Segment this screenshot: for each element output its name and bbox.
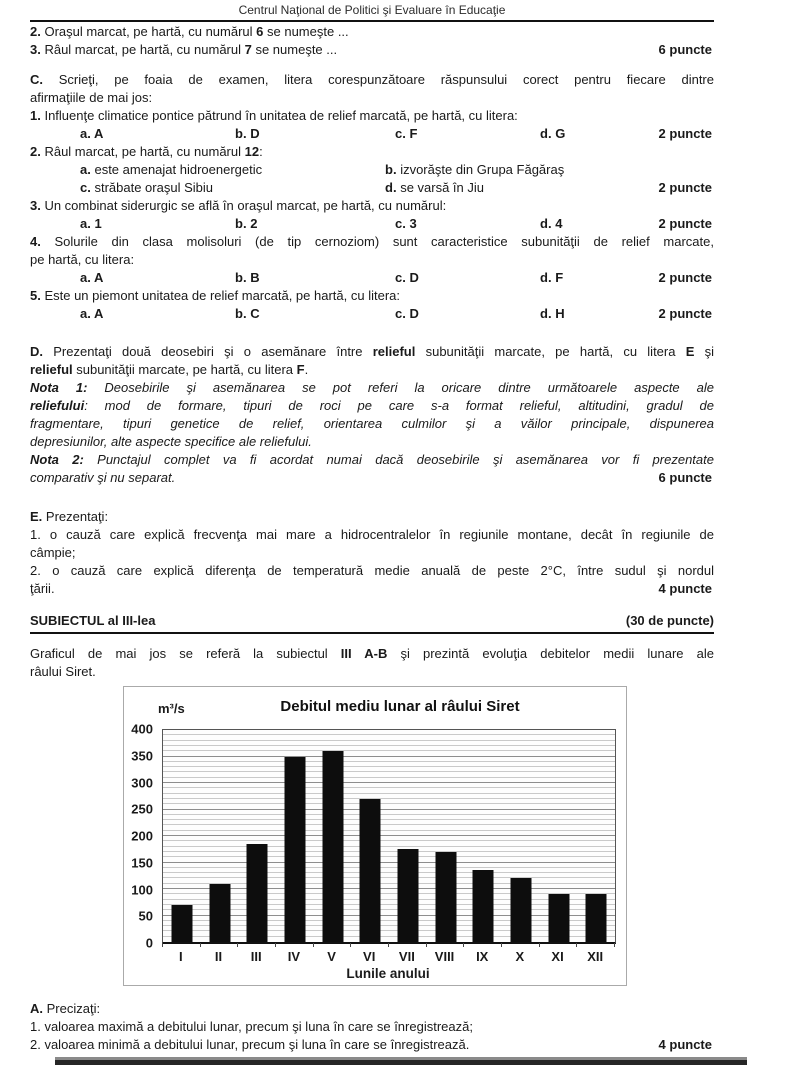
section-d-line2 bbox=[30, 361, 714, 379]
option-label: b. bbox=[385, 162, 397, 177]
gridline bbox=[163, 745, 615, 746]
text-segment: Punctajul complet va fi acordat numai dacă deosebirile şi asemănarea vor fi prezentate bbox=[83, 452, 714, 467]
text-segment: 3. bbox=[30, 42, 41, 57]
text-segment: relieful bbox=[372, 344, 416, 359]
question-b3-text bbox=[30, 42, 337, 57]
option-label: a. bbox=[80, 162, 91, 177]
x-axis-labels bbox=[162, 949, 614, 964]
question-c3 bbox=[30, 197, 714, 233]
text-segment: Nota 2: bbox=[30, 452, 84, 467]
option-value: izvorăşte din Grupa Făgăraş bbox=[400, 162, 565, 177]
bar-II bbox=[209, 884, 230, 942]
option-value: D bbox=[409, 306, 419, 321]
gridline bbox=[163, 851, 615, 852]
subject-3-points: (30 de puncte) bbox=[625, 613, 714, 628]
section-c-intro-line1 bbox=[30, 71, 714, 89]
text-segment: Influenţe climatice pontice pătrund în unitatea de relief marcată, pe hartă, cu litera: bbox=[40, 108, 518, 123]
text-segment: C. bbox=[30, 72, 43, 87]
question-c2-text bbox=[30, 143, 714, 161]
option-label: d. bbox=[540, 216, 552, 231]
bar-IV bbox=[284, 757, 305, 943]
gridline bbox=[163, 798, 615, 799]
question-c4-text-line2 bbox=[30, 251, 714, 269]
section-b-tail bbox=[30, 23, 714, 59]
option-value: F bbox=[555, 270, 564, 285]
chart-title: Debitul mediu lunar al râului Siret bbox=[280, 698, 520, 715]
x-tick-label: III bbox=[250, 949, 262, 964]
text-segment: reliefului bbox=[30, 398, 85, 413]
option-value: D bbox=[409, 270, 419, 285]
gridline bbox=[163, 803, 615, 804]
option-value: A bbox=[93, 306, 104, 321]
option-value: G bbox=[555, 126, 566, 141]
gridline bbox=[163, 830, 615, 831]
option-label: d. bbox=[540, 306, 552, 321]
option-label: d. bbox=[540, 126, 552, 141]
y-axis-labels bbox=[124, 721, 157, 951]
text-segment: râului Siret. bbox=[30, 664, 96, 679]
gridline bbox=[163, 835, 615, 836]
text-segment: E bbox=[685, 344, 695, 359]
x-tick-mark bbox=[200, 943, 201, 947]
text-segment: relieful bbox=[30, 362, 73, 377]
x-tick-mark bbox=[539, 943, 540, 947]
points-label: 2 puncte bbox=[658, 180, 712, 195]
points-label: 4 puncte bbox=[658, 581, 712, 596]
question-b3 bbox=[30, 41, 714, 59]
y-tick-label: 400 bbox=[131, 721, 153, 737]
option-value: F bbox=[409, 126, 418, 141]
option-value: C bbox=[250, 306, 260, 321]
x-axis-ticks bbox=[162, 943, 614, 948]
page-header-title: Centrul Naţional de Politici şi Evaluare în Educaţie bbox=[238, 3, 506, 17]
x-tick-mark bbox=[614, 943, 615, 947]
text-segment: 3. bbox=[30, 198, 41, 213]
text-segment: pe hartă, cu litera: bbox=[30, 252, 135, 267]
option-c bbox=[395, 125, 540, 143]
section-e-head bbox=[30, 508, 714, 526]
option-label: c. bbox=[395, 216, 406, 231]
option-c bbox=[395, 269, 540, 287]
question-c4-options bbox=[30, 269, 714, 287]
x-tick-label: II bbox=[214, 949, 223, 964]
section-a-item2-text bbox=[30, 1037, 469, 1052]
y-tick-label: 350 bbox=[131, 748, 153, 764]
x-tick-label: IX bbox=[476, 949, 489, 964]
question-c5-options bbox=[30, 305, 714, 323]
gridline bbox=[163, 872, 615, 873]
bar-III bbox=[247, 844, 268, 942]
section-c-intro-line2 bbox=[30, 89, 714, 107]
gridline bbox=[163, 819, 615, 820]
option-c bbox=[395, 215, 540, 233]
option-label: b. bbox=[235, 126, 247, 141]
option-a bbox=[80, 215, 235, 233]
x-tick-mark bbox=[313, 943, 314, 947]
nota1-line1 bbox=[30, 379, 714, 397]
text-segment: Râul marcat, pe hartă, cu numărul bbox=[40, 42, 245, 57]
text-segment: . bbox=[304, 362, 309, 377]
bar-I bbox=[171, 905, 192, 942]
text-segment: Oraşul marcat, pe hartă, cu numărul bbox=[40, 24, 257, 39]
text-segment: 1. o cauză care explică frecvenţa mai mare a hidrocentralelor în regiunile montane, decât în regiunile de bbox=[30, 527, 714, 542]
text-segment: 5. bbox=[30, 288, 41, 303]
gridline bbox=[163, 793, 615, 794]
nota1-line4 bbox=[30, 433, 714, 451]
text-segment: afirmaţiile de mai jos: bbox=[30, 90, 153, 105]
gridline bbox=[163, 862, 615, 863]
option-b bbox=[235, 215, 395, 233]
question-c4-text-line1 bbox=[30, 233, 714, 251]
option-value: 2 bbox=[250, 216, 258, 231]
section-e-item2-line2 bbox=[30, 580, 714, 598]
option-value: 3 bbox=[409, 216, 417, 231]
text-segment: 12 bbox=[244, 144, 260, 159]
x-tick-label: VI bbox=[363, 949, 376, 964]
y-tick-label: 200 bbox=[131, 828, 153, 844]
text-segment: Nota 1: bbox=[30, 380, 88, 395]
text-segment: Un combinat siderurgic se află în oraşul marcat, pe hartă, cu numărul: bbox=[40, 198, 447, 213]
text-segment: 6 bbox=[256, 24, 264, 39]
points-label: 2 puncte bbox=[658, 270, 712, 285]
text-segment: comparativ şi nu separat. bbox=[30, 470, 176, 485]
section-e-item1-line1 bbox=[30, 526, 714, 544]
option-label: b. bbox=[235, 216, 247, 231]
question-c3-options bbox=[30, 215, 714, 233]
text-segment: Graficul de mai jos se referă la subiectul bbox=[30, 646, 341, 661]
text-segment: ţării. bbox=[30, 581, 55, 596]
text-segment: 1. valoarea maximă a debitului lunar, precum şi luna în care se înregistrează; bbox=[30, 1019, 473, 1034]
text-segment: 2. valoarea minimă a debitului lunar, precum şi luna în care se înregistrează. bbox=[30, 1037, 470, 1052]
text-segment: Deosebirile şi asemănarea se pot referi la oricare dintre următoarele aspecte ale bbox=[87, 380, 714, 395]
chart-plot-area bbox=[162, 729, 616, 944]
gridline bbox=[163, 888, 615, 889]
question-c2 bbox=[30, 143, 714, 197]
bar-chart-container bbox=[123, 686, 627, 986]
x-tick-mark bbox=[350, 943, 351, 947]
question-c5 bbox=[30, 287, 714, 323]
subject-3-title: SUBIECTUL al III-lea bbox=[30, 613, 156, 628]
section-d-line1 bbox=[30, 343, 714, 361]
gridline bbox=[163, 809, 615, 810]
graph-intro-line1 bbox=[30, 645, 714, 663]
section-a-head bbox=[30, 1000, 714, 1018]
x-tick-label: VII bbox=[398, 949, 415, 964]
x-tick-label: V bbox=[327, 949, 336, 964]
y-tick-label: 250 bbox=[131, 801, 153, 817]
text-segment: A. bbox=[30, 1001, 43, 1016]
section-a-item2 bbox=[30, 1036, 714, 1054]
y-tick-label: 300 bbox=[131, 775, 153, 790]
section-a bbox=[30, 1000, 714, 1054]
option-label: a. bbox=[80, 270, 91, 285]
gridline bbox=[163, 883, 615, 884]
bar-XI bbox=[548, 894, 569, 942]
section-d bbox=[30, 343, 714, 487]
text-segment: şi bbox=[694, 344, 714, 359]
option-value: A bbox=[93, 126, 104, 141]
nota2-line1 bbox=[30, 451, 714, 469]
option-b bbox=[235, 269, 395, 287]
points-label: 6 puncte bbox=[658, 42, 712, 57]
text-segment: D. bbox=[30, 344, 43, 359]
y-tick-label: 150 bbox=[131, 855, 153, 871]
option-label: c. bbox=[395, 270, 406, 285]
x-tick-label: I bbox=[179, 949, 183, 964]
option-label: c. bbox=[395, 126, 406, 141]
option-a bbox=[80, 125, 235, 143]
section-e bbox=[30, 508, 714, 598]
text-segment: subunităţii marcate, pe hartă, cu litera bbox=[415, 344, 686, 359]
gridline bbox=[163, 771, 615, 772]
page-bottom-edge bbox=[55, 1057, 747, 1065]
x-tick-mark bbox=[501, 943, 502, 947]
question-c3-text bbox=[30, 197, 714, 215]
x-tick-mark bbox=[426, 943, 427, 947]
text-segment: depresiunilor, alte aspecte specifice ale reliefului. bbox=[30, 434, 312, 449]
text-segment: se numeşte ... bbox=[251, 42, 338, 57]
question-c1-options bbox=[30, 125, 714, 143]
option-label: b. bbox=[235, 270, 247, 285]
text-segment: Scrieţi, pe foaia de examen, litera corespunzătoare răspunsului corect pentru fiecare dintre bbox=[43, 72, 714, 87]
gridline bbox=[163, 787, 615, 788]
option-value: D bbox=[250, 126, 260, 141]
bar-VIII bbox=[435, 852, 456, 942]
gridline bbox=[163, 856, 615, 857]
gridline bbox=[163, 740, 615, 741]
bar-VII bbox=[397, 849, 418, 942]
option-b bbox=[385, 161, 714, 179]
x-tick-label: XI bbox=[551, 949, 564, 964]
option-value: B bbox=[250, 270, 260, 285]
option-label: d. bbox=[385, 180, 397, 195]
y-tick-label: 0 bbox=[145, 935, 153, 951]
text-segment: Prezentaţi două deosebiri şi o asemănare între bbox=[43, 344, 373, 359]
option-label: b. bbox=[235, 306, 247, 321]
text-segment: fragmentare, tipuri genetice de relief, orientarea culmilor şi a văilor principale, dispunerea bbox=[30, 416, 714, 431]
question-b2 bbox=[30, 23, 714, 41]
y-tick-label: 100 bbox=[131, 882, 153, 897]
gridline bbox=[163, 814, 615, 815]
section-e-item2-text bbox=[30, 581, 55, 596]
option-value: 1 bbox=[94, 216, 102, 231]
section-a-item1 bbox=[30, 1018, 714, 1036]
x-tick-mark bbox=[463, 943, 464, 947]
x-axis-title: Lunile anului bbox=[346, 966, 430, 981]
option-label: c. bbox=[395, 306, 406, 321]
bar-V bbox=[322, 751, 343, 942]
bar-X bbox=[510, 878, 531, 942]
bar-IX bbox=[473, 870, 494, 942]
text-segment: şi prezintă evoluţia debitelor medii lunare ale bbox=[387, 646, 714, 661]
nota2-line2 bbox=[30, 469, 714, 487]
gridline bbox=[163, 867, 615, 868]
section-e-item1-line2 bbox=[30, 544, 714, 562]
option-value: este amenajat hidroenergetic bbox=[94, 162, 263, 177]
gridline bbox=[163, 734, 615, 735]
question-c4 bbox=[30, 233, 714, 287]
points-label: 2 puncte bbox=[658, 306, 712, 321]
points-label: 4 puncte bbox=[658, 1037, 712, 1052]
text-segment: : mod de formare, tipuri de roci pe care s-a format relieful, altitudini, gradul de bbox=[84, 398, 714, 413]
question-c1 bbox=[30, 107, 714, 143]
gridline bbox=[163, 846, 615, 847]
content-area bbox=[30, 0, 714, 1068]
gridline bbox=[163, 782, 615, 783]
x-tick-label: X bbox=[515, 949, 525, 964]
text-segment: câmpie; bbox=[30, 545, 76, 560]
x-tick-label: XII bbox=[587, 949, 604, 964]
question-c2-options-row2 bbox=[30, 179, 714, 197]
text-segment: F bbox=[296, 362, 305, 377]
gridline bbox=[163, 824, 615, 825]
text-segment: subunităţii marcate, pe hartă, cu litera bbox=[72, 362, 297, 377]
option-c bbox=[80, 179, 385, 197]
text-segment: Râul marcat, pe hartă, cu numărul bbox=[40, 144, 245, 159]
text-segment: Este un piemont unitatea de relief marcată, pe hartă, cu litera: bbox=[40, 288, 400, 303]
text-segment: E. bbox=[30, 509, 43, 524]
x-tick-label: VIII bbox=[434, 949, 455, 964]
option-value: A bbox=[93, 270, 104, 285]
gridline bbox=[163, 756, 615, 757]
text-segment: 1. bbox=[30, 108, 41, 123]
option-label: a. bbox=[80, 126, 91, 141]
points-label: 2 puncte bbox=[658, 216, 712, 231]
y-tick-label: 50 bbox=[138, 908, 153, 924]
question-c2-options-row1 bbox=[30, 161, 714, 179]
section-c-intro bbox=[30, 71, 714, 107]
x-tick-label: IV bbox=[287, 949, 300, 964]
gridline bbox=[163, 761, 615, 762]
text-segment: Solurile din clasa molisoluri (de tip cernoziom) sunt caracteristice subunităţii de relief marcate, bbox=[40, 234, 714, 249]
graph-intro-line2 bbox=[30, 663, 714, 681]
text-segment: 2. bbox=[30, 24, 41, 39]
points-label: 2 puncte bbox=[658, 126, 712, 141]
x-tick-mark bbox=[388, 943, 389, 947]
option-b bbox=[235, 305, 395, 323]
option-label: d. bbox=[540, 270, 552, 285]
header-rule bbox=[30, 20, 714, 22]
option-value: străbate oraşul Sibiu bbox=[94, 180, 213, 195]
option-label: c. bbox=[80, 180, 91, 195]
x-tick-mark bbox=[237, 943, 238, 947]
text-segment: Prezentaţi: bbox=[42, 509, 109, 524]
bar-VI bbox=[360, 799, 381, 942]
option-c bbox=[395, 305, 540, 323]
graph-intro bbox=[30, 645, 714, 681]
text-segment: 7 bbox=[244, 42, 252, 57]
gridline bbox=[163, 877, 615, 878]
nota1-line2 bbox=[30, 397, 714, 415]
text-segment: 2. o cauză care explică diferenţa de temperatură medie anuală de peste 2°C, între sudul şi nordul bbox=[30, 563, 714, 578]
gridline bbox=[163, 840, 615, 841]
option-value: H bbox=[555, 306, 565, 321]
option-a bbox=[80, 161, 385, 179]
text-segment: se numeşte ... bbox=[263, 24, 349, 39]
text-segment: III A-B bbox=[340, 646, 388, 661]
gridline bbox=[163, 777, 615, 778]
x-tick-mark bbox=[275, 943, 276, 947]
nota2-line2-text bbox=[30, 470, 175, 485]
option-a bbox=[80, 269, 235, 287]
option-label: a. bbox=[80, 306, 91, 321]
text-segment: 4. bbox=[30, 234, 41, 249]
question-c1-text bbox=[30, 107, 714, 125]
option-value: 4 bbox=[555, 216, 563, 231]
gridline bbox=[163, 766, 615, 767]
subject-3-heading bbox=[30, 612, 714, 634]
text-segment: 2. bbox=[30, 144, 41, 159]
x-tick-mark bbox=[576, 943, 577, 947]
bar-XII bbox=[586, 894, 607, 942]
text-segment: Precizaţi: bbox=[43, 1001, 101, 1016]
section-e-item2-line1 bbox=[30, 562, 714, 580]
option-label: a. bbox=[80, 216, 91, 231]
option-a bbox=[80, 305, 235, 323]
gridline bbox=[163, 750, 615, 751]
points-label: 6 puncte bbox=[658, 470, 712, 485]
option-b bbox=[235, 125, 395, 143]
option-value: se varsă în Jiu bbox=[400, 180, 485, 195]
text-segment: : bbox=[259, 144, 263, 159]
nota1-line3 bbox=[30, 415, 714, 433]
x-tick-mark bbox=[162, 943, 163, 947]
question-c5-text bbox=[30, 287, 714, 305]
y-axis-unit-label: m³/s bbox=[158, 701, 185, 716]
